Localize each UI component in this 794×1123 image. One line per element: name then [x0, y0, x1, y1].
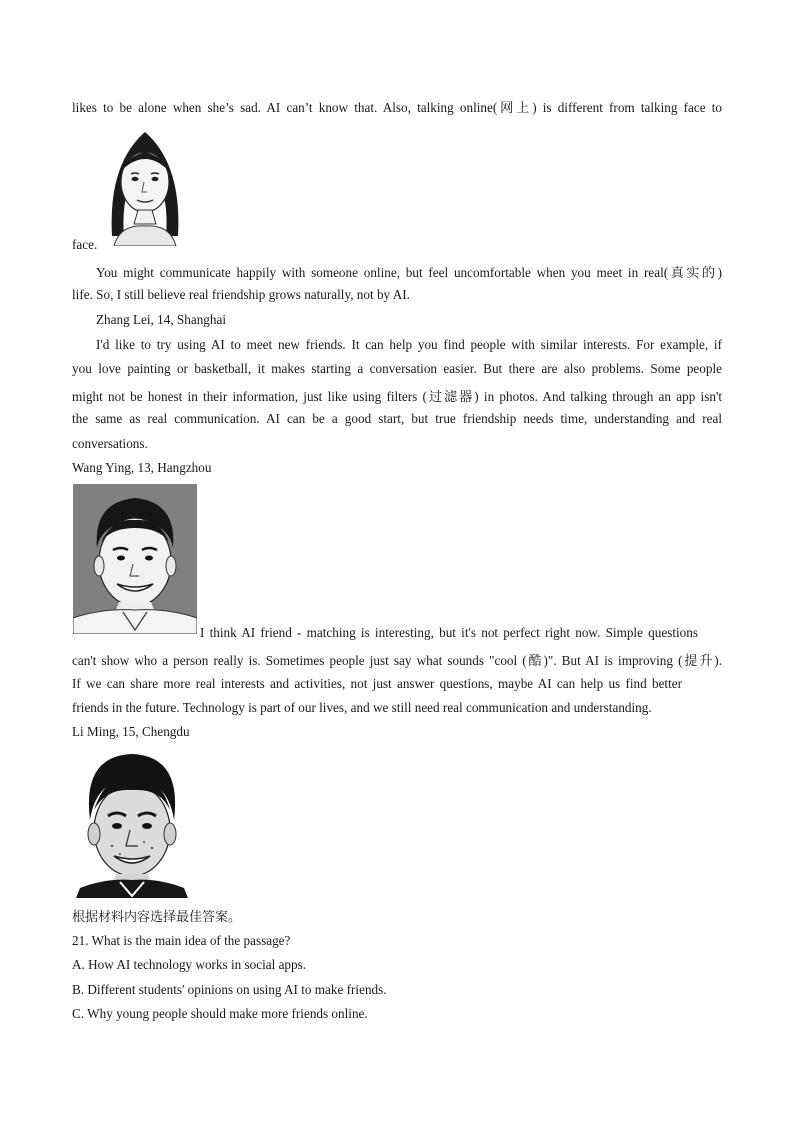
option-a[interactable]: A. How AI technology works in social apps. — [72, 957, 307, 972]
student-photo-girl — [100, 124, 190, 246]
student-photo-wang-ying — [73, 484, 197, 634]
paragraph-2-line-3: might not be honest in their information, just like using filters (过滤器) in photos. And talking through an app isn't — [72, 389, 722, 404]
boy-portrait-icon — [73, 484, 197, 634]
option-b[interactable]: B. Different students' opinions on using AI to make friends. — [72, 982, 387, 997]
question-instruction: 根据材料内容选择最佳答案。 — [72, 910, 242, 925]
paragraph-2-line-2: you love painting or basketball, it makes starting a conversation easier. But there are also problems. Some people — [72, 361, 722, 376]
paragraph-2-line-5: conversations. — [72, 436, 148, 451]
passage-line-3: You might communicate happily with someone online, but feel uncomfortable when you meet in real(真实的) — [96, 265, 722, 280]
boy-portrait-icon — [72, 750, 192, 898]
student-photo-li-ming — [72, 750, 192, 898]
girl-portrait-icon — [100, 124, 190, 246]
author-wang-ying: Wang Ying, 13, Hangzhou — [72, 460, 212, 475]
paragraph-3-line-2: can't show who a person really is. Sometimes people just say what sounds "cool (酷)". But AI is improving (提升). — [72, 653, 722, 668]
paragraph-2-line-4: the same as real communication. AI can be a good start, but true friendship needs time, understanding and real — [72, 411, 722, 426]
passage-line-1: likes to be alone when she’s sad. AI can’t know that. Also, talking online(网上) is different from talking face to — [72, 100, 722, 115]
paragraph-3-line-1: I think AI friend - matching is interesting, but it's not perfect right now. Simple questions — [200, 625, 698, 640]
author-li-ming: Li Ming, 15, Chengdu — [72, 724, 190, 739]
paragraph-3-line-4: friends in the future. Technology is part of our lives, and we still need real communication and understanding. — [72, 700, 652, 715]
author-zhang-lei: Zhang Lei, 14, Shanghai — [96, 312, 227, 327]
paragraph-3-line-3: If we can share more real interests and activities, not just answer questions, maybe AI can help us find better — [72, 676, 682, 691]
passage-line-2: face. — [72, 237, 98, 252]
passage-line-4: life. So, I still believe real friendship grows naturally, not by AI. — [72, 287, 410, 302]
option-c[interactable]: C. Why young people should make more friends online. — [72, 1006, 368, 1021]
paragraph-2-line-1: I'd like to try using AI to meet new friends. It can help you find people with similar interests. For example, if — [96, 337, 722, 352]
question-21: 21. What is the main idea of the passage? — [72, 933, 291, 948]
